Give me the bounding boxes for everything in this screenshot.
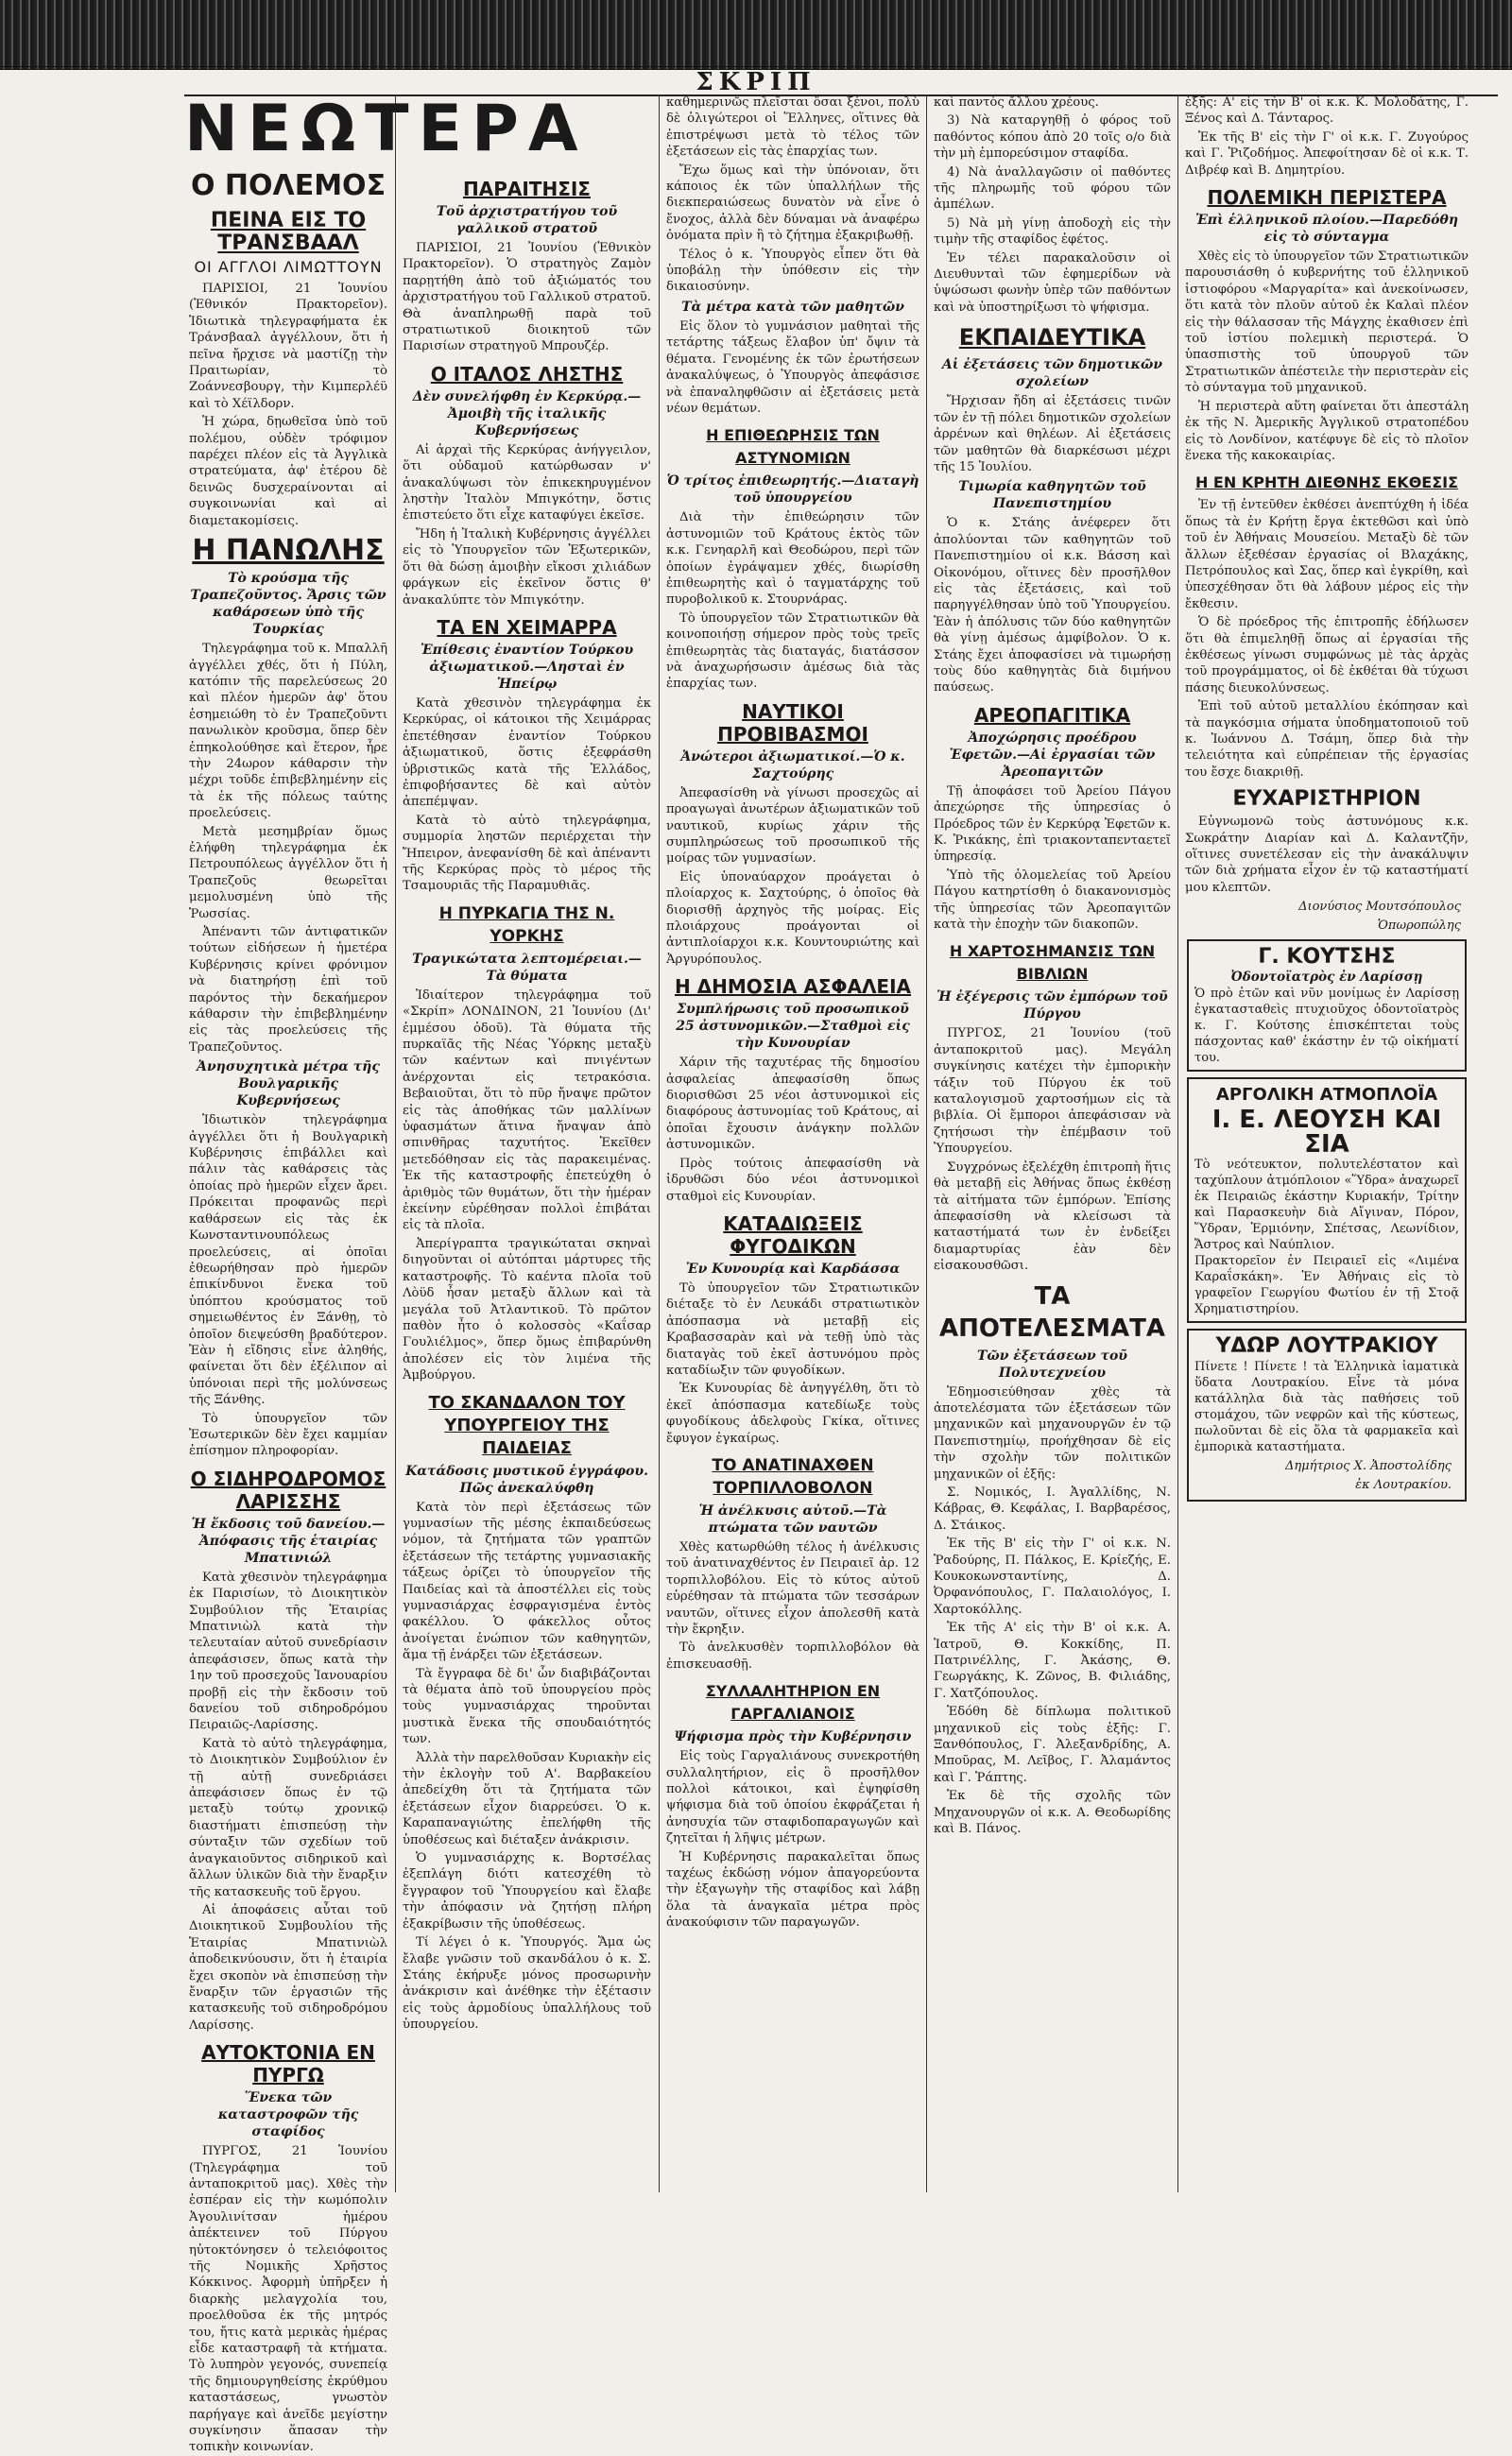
subheading: Κατάδοσις μυστικοῦ ἐγγράφου. Πῶς ἀνεκαλύφθη: [405, 1463, 648, 1496]
headline-resignation: ΠΑΡΑΙΤΗΣΙΣ: [463, 178, 591, 200]
headline-thanks: ΕΥΧΑΡΙΣΤΗΡΙΟΝ: [1232, 787, 1421, 812]
column-2: [403, 170, 651, 2183]
article-paragraph: Εἰς ὑποναύαρχον προάγεται ὁ πλοίαρχος κ. Σαχτούρης, ὁ ὁποῖος θὰ διορισθῇ ἀρχηγὸς τῆς μοίρας. Εἰς πλοιάρχους προάγονται οἱ ἀντιπλοίαρχοι κ.κ. Κουντουριώτης καὶ Ἀργυρόπουλος.: [666, 869, 919, 967]
headline-crete: Η ΕΝ ΚΡΗΤΗ ΔΙΕΘΝΗΣ ΕΚΘΕΣΙΣ: [1194, 473, 1459, 492]
article-paragraph: Ὁ δὲ πρόεδρος τῆς ἐπιτροπῆς ἐδήλωσεν ὅτι θὰ ἐπιμεληθῇ ὅπως αἱ ἐργασίαι τῆς ἐκθέσεως γίνωσι συμφώνως μὲ τὰς ἀρχὰς τοῦ προγράμματος, οἱ δὲ ἐκθέται θὰ τύχωσι πάσης διευκολύνσεως.: [1185, 615, 1469, 696]
headline-war: Ο ΠΟΛΕΜΟΣ: [190, 169, 387, 202]
advertisement-steamship: [1187, 1077, 1467, 1323]
article-paragraph: Ἤρχισαν ἤδη αἱ ἐξετάσεις τινῶν τῶν ἐν τῇ πόλει δημοτικῶν σχολείων ἀρρένων καὶ θηλέων. Αἱ ἐξετάσεις τῶν μαθητῶν θὰ διαρκέσωσι μέχρι τῆς 15 Ἰουλίου.: [934, 394, 1171, 474]
headline-war-sub: ΠΕΙΝΑ ΕΙΣ ΤΟ ΤΡΑΝΣΒΑΑΛ: [210, 209, 367, 255]
signature-role: Ὁπωροπώλης: [1377, 919, 1461, 934]
signature: Διονύσιος Μουτσόπουλος: [1298, 900, 1461, 915]
article-paragraph: καὶ παντὸς ἄλλου χρέους.: [934, 95, 1099, 110]
article-paragraph: ΠΥΡΓΟΣ, 21 Ἰουνίου (Τηλεγράφημα τοῦ ἀνταποκριτοῦ μας). Χθὲς τὴν ἑσπέραν εἰς τὴν κωμόπολιν Ἀγουλινίτσαν ἡμέρου ἀπέκτεινεν τοῦ Πύργου ηὐτοκτόνησεν ὁ τελειόφοιτος τῆς Νομικῆς Χρῆστος Κόκκινος. Ἀφορμὴ ὑπῆρξεν ἡ διαρκὴς μελαγχολία του, προελθοῦσα ἐκ τῆς μητρός του, ἤτις κατὰ μερικὰς ἡμέρας εἶδε καταστραφῆ τὰ κτήματα. Τὸ λυπηρὸν γεγονός, συνεπείᾳ τῆς δημιουργηθείσης ἐκρύθμου καταστάσεως, γνωστὸν παρήγαγε καὶ ἀνεῖδε μεγίστην συγκίνησιν ἅπασαν τὴν τοπικὴν κοινωνίαν.: [189, 2144, 387, 2455]
article-paragraph: Διὰ τὴν ἐπιθεώρησιν τῶν ἀστυνομιῶν τοῦ Κράτους ἐκτὸς τῶν κ.κ. Γενηαρλῆ καὶ Θεοδώρου, περὶ τῶν ὁποίων ἐγράψαμεν χθές, διωρίσθη ἐπιθεωρητὴς καὶ ὁ ταγματάρχης τοῦ πυροβολικοῦ κ. Στουρνάρας.: [666, 510, 919, 608]
headline-areopagus: ΑΡΕΟΠΑΓΙΤΙΚΑ: [973, 703, 1131, 727]
article-paragraph: Εὐγνωμονῶ τοὺς ἀστυνόμους κ.κ. Σωκράτην Διαρίαν καὶ Δ. Καλαντζῆν, οἵτινες συνετέλεσαν εἰς τὴν ἀνακάλυψιν τῶν διὰ χρήματα εἶχον ἐν τῷ καταστήματί μου κλεπτῶν.: [1185, 815, 1469, 895]
headline-railway: Ο ΣΙΔΗΡΟΔΡΟΜΟΣ ΛΑΡΙΣΣΗΣ: [190, 1467, 387, 1513]
article-paragraph: Μετὰ μεσημβρίαν ὅμως ἐλήφθη τηλεγράφημα ἐκ Πετρουπόλεως ἀγγέλλον ὅτι ἡ Τραπεζοῦς θεωρεῖται μεμολυσμένη ὑπὸ τῆς Ῥωσσίας.: [189, 824, 387, 921]
headline-fugitives: ΚΑΤΑΔΙΩΞΕΙΣ ΦΥΓΟΔΙΚΩΝ: [723, 1211, 863, 1258]
article-paragraph: Ὑπὸ τῆς ὁλομελείας τοῦ Ἀρείου Πάγου κατηρτίσθη ὁ διακανονισμὸς τῆς ὑπηρεσίας τῶν Ἀρεοπαγιτῶν κατὰ τὴν ἐποχὴν τῶν διακοπῶν.: [934, 867, 1171, 933]
ad-title-2: Ι. Ε. ΛΕΟΥΣΗ ΚΑΙ ΣΙΑ: [1211, 1106, 1442, 1159]
advertisement-dentist: [1187, 939, 1467, 1072]
column-3: [666, 94, 919, 2183]
article-paragraph: Ἔχω ὅμως καὶ τὴν ὑπόνοιαν, ὅτι κάποιος ἐκ τῶν ὑπαλλήλων τῆς διεκπεραιώσεως δυνατὸν νὰ εἶνε ὁ ἔνοχος, ἀλλὰ δὲν δύναμαι νὰ ἀναφέρω ὀνόματα πρὶν ἢ τὸ ζήτημα ἐξακριβωθῇ.: [666, 163, 919, 244]
headline-suicide: ΑΥΤΟΚΤΟΝΙΑ ΕΝ ΠΥΡΓΩ: [201, 2041, 375, 2087]
article-paragraph: Ἐν τῇ ἐντεῦθεν ἐκθέσει ἀνεπτύχθη ἡ ἰδέα ὅπως τὰ ἐν Κρήτῃ ἔργα ἐκτεθῶσι καὶ ὑπὸ τοῦ ἐν Ἀθήναις Μουσείου. Μεταξὺ δὲ τῶν ἄλλων ἐξεθέσαν ἐργασίας οἱ Βλαχάκης, Πετρόπουλος καὶ Σας, ὅπερ καὶ ἐγκρίθη, καὶ ὑπεσχέθησαν ὅτι θὰ λάβουν μέρος εἰς τὴν ἔκθεσιν.: [1185, 498, 1469, 611]
headline-police: Η ΕΠΙΘΕΩΡΗΣΙΣ ΤΩΝ ΑΣΤΥΝΟΜΙΩΝ: [706, 426, 880, 468]
article-paragraph: Χθὲς κατωρθώθη τέλος ἡ ἀνέλκυσις τοῦ ἀνατιναχθέντος ἐν Πειραιεῖ ἀρ. 12 τορπιλλοβόλου. Εἰς τὸ κύτος αὐτοῦ εὑρέθησαν τὰ πτώματα τῶν τεσσάρων ναυτῶν, οἵτινες εἶχον ἀπολεσθῆ κατὰ τὴν ἔκρηξιν.: [666, 1539, 919, 1637]
headline-plague: Η ΠΑΝΩΛΗΣ: [192, 534, 385, 568]
article-paragraph: Χάριν τῆς ταχυτέρας τῆς δημοσίου ἀσφαλείας ἀπεφασίσθη ὅπως διορισθῶσι 25 νέοι ἀστυνομικοὶ εἰς διαφόρους ἀστυνομίας τοῦ Κράτους, αἱ ὁποῖαι ἔχουσιν ἀνάγκην πολλῶν ἀστυνομικῶν.: [666, 1056, 919, 1153]
article-paragraph: Αἱ ἀρχαὶ τῆς Κερκύρας ἀνήγγειλον, ὅτι οὐδαμοῦ κατώρθωσαν ν' ἀνακαλύψωσι τὸν ἐπικεκηρυγμένον ληστὴν Ἰταλὸν Μπιγκότην, ὅστις ἐπιστεύετο ὅτι εἶχε καταφύγει ἐκεῖσε.: [403, 442, 651, 524]
article-paragraph: Ἀλλὰ τὴν παρελθοῦσαν Κυριακὴν εἰς τὴν ἐκλογὴν τοῦ Α'. Βαρβακείου ἀπεδείχθη ὅτι τὰ ζητήματα τῶν ἐξετάσεων εἶχον διαρρεύσει. Ὁ κ. Καραπαναγιώτης ἐπελήφθη τῆς ὑποθέσεως καὶ διέταξεν ἀνάκρισιν.: [403, 1750, 651, 1847]
subheading: Ἕνεκα τῶν καταστροφῶν τῆς σταφίδος: [217, 2090, 359, 2140]
column-divider: [926, 94, 927, 2192]
article-paragraph: Εἰς ὅλον τὸ γυμνάσιον μαθηταὶ τῆς τετάρτης τάξεως ἔλαβον ὑπ' ὄψιν τὰ θέματα. Γενομένης ἐκ τῶν ἐρωτήσεων ἀνακαλύψεως, ὁ Ὑπουργὸς ἀπεφάσισε νὰ ἐπαναληφθῶσιν αἱ ἐξετάσεις μετὰ νέων θεμάτων.: [666, 318, 919, 416]
article-paragraph: Ἡ περιστερὰ αὕτη φαίνεται ὅτι ἀπεστάλη ἐκ τῆς Ν. Ἀμερικῆς Ἀγγλικοῦ στρατοπέδου εἰς τὸ Λονδίνον, κατέφυγε δὲ εἰς τὸ πλοῖον ἕνεκα τῆς κακοκαιρίας.: [1185, 399, 1469, 463]
article-paragraph: Τὸ ὑπουργεῖον τῶν Στρατιωτικῶν διέταξε τὸ ἐν Λευκάδι στρατιωτικὸν ἀπόσπασμα νὰ μεταβῇ εἰς Κραβασσαρὰν καὶ νὰ τεθῇ ὑπὸ τὰς διαταγὰς τοῦ ἐκεῖ ἀστυνόμου πρὸς καταδίωξιν τῶν φυγοδίκων.: [666, 1280, 919, 1378]
article-paragraph: Ἀπέναντι τῶν ἀντιφατικῶν τούτων εἰδήσεων ἡ ἡμετέρα Κυβέρνησις κρίνει φρόνιμον νὰ διατηρήσῃ ἐπὶ τοῦ παρόντος τὴν δεκαήμερον κάθαρσιν τὴν ἐπιβεβλημένην εἰς τὰς προελεύσεις τῆς Τραπεζοῦντος.: [189, 925, 387, 1055]
article-paragraph: Ἐδημοσιεύθησαν χθὲς τὰ ἀποτελέσματα τῶν ἐξετάσεων τῶν μηχανικῶν καὶ μηχανουργῶν ἐν τῷ Πανεπιστημίῳ, προήχθησαν δὲ εἰς τὴν σχολὴν τῶν πολιτικῶν μηχανικῶν οἱ ἑξῆς:: [934, 1384, 1171, 1482]
article-paragraph: ΠΑΡΙΣΙΟΙ, 21 Ἰουνίου (Ἐθνικὸν Πρακτορεῖον). Ὁ στρατηγὸς Ζαμὸν παρῃτήθη ἀπὸ τοῦ ἀξιώματός του ἀρχιστρατήγου τοῦ Γαλλικοῦ στρατοῦ. Θὰ ἀναπληρωθῇ παρὰ τοῦ στρατιωτικοῦ διοικητοῦ τῶν Παρισίων στρατηγοῦ Μπρουζέρ.: [403, 241, 651, 354]
article-paragraph: Ἐκ δὲ τῆς σχολῆς τῶν Μηχανουργῶν οἱ κ.κ. Α. Θεοδωρίδης καὶ Β. Πάνος.: [934, 1789, 1171, 1837]
subheading: Ἡ ἐξέγερσις τῶν ἐμπόρων τοῦ Πύργου: [936, 989, 1168, 1022]
subheading: Ψήφισμα πρὸς τὴν Κυβέρνησιν: [674, 1729, 912, 1745]
article-paragraph: Ἰδιωτικὸν τηλεγράφημα ἀγγέλλει ὅτι ἡ Βουλγαρικὴ Κυβέρνησις ἐπιβάλλει καὶ πάλιν τὰς καθάρσεις τὰς ὁποίας πρὸ ἡμερῶν εἶχεν ἄρει. Πρόκειται προφανῶς περὶ καθάρσεων εἰς τὰς ἐκ Κωνσταντινουπόλεως προελεύσεις, αἱ ὁποῖαι ἐθεωρήθησαν πρὸ ἡμερῶν ἐπικίνδυνοι ἕνεκα τοῦ ὑπόπτου κρούσματος τοῦ σημειωθέντος ἐν Ξάνθῃ, τὸ ὁποῖον διεψεύσθη βραδύτερον. Ἐὰν ἡ εἴδησις εἶνε ἀληθής, φαίνεται ὅτι δὲν ἐξέλιπον αἱ ὑπόνοιαι περὶ τῆς μολύνσεως τῆς Ξάνθης.: [189, 1113, 387, 1408]
section-title: ΝΕΩΤΕΡΑ: [184, 92, 588, 166]
subheading: Ἐπίθεσις ἐναντίον Τούρκου ἀξιωματικοῦ.—Λησταὶ ἐν Ἠπείρῳ: [420, 642, 634, 692]
subheading: Ἀνησυχητικὰ μέτρα τῆς Βουλγαρικῆς Κυβερνήσεως: [197, 1059, 380, 1109]
column-4: [934, 94, 1171, 2183]
article-paragraph: Κατὰ τὸ αὐτὸ τηλεγράφημα, τὸ Διοικητικὸν Συμβούλιον ἐν τῇ αὐτῇ συνεδριάσει ἀπεφάσισεν ὅπως ἐν τῷ μεταξὺ τούτῳ χρονικῷ διαστήματι ἐπισπεύσῃ τὴν σύνταξιν τῶν σχεδίων τοῦ ἀναγκαιοῦντος σιδηρικοῦ καὶ ἄλλων ὑλικῶν διὰ τὴν ἔναρξιν τῆς κατασκευῆς τοῦ ἔργου.: [189, 1736, 387, 1899]
article-paragraph: Ἡ Κυβέρνησις παρακαλεῖται ὅπως ταχέως ἐκδώσῃ νόμον ἀπαγορεύοντα τὴν ἐξαγωγὴν τῆς σταφίδος καὶ λάβῃ ὅλα τὰ ἀναγκαῖα μέτρα πρὸς ἀνακούφισιν τῶν παραγωγῶν.: [666, 1849, 919, 1931]
subheading: Ἡ ἀνέλκυσις αὐτοῦ.—Τὰ πτώματα τῶν ναυτῶν: [698, 1503, 887, 1536]
article-paragraph: Ἰδιαίτερον τηλεγράφημα τοῦ «Σκρίπ» ΛΟΝΔΙΝΟΝ, 21 Ἰουνίου (Δι' ἐμμέσου ὁδοῦ). Τὰ θύματα τῆς πυρκαϊᾶς τῆς Νέας Ὑόρκης μεταξὺ τῶν καέντων καὶ πνιγέντων ἀνέρχονται εἰς τετρακόσια. Βεβαιοῦται, ὅτι τὸ πῦρ ἤναψε πρῶτον εἰς τὰς ἀποθήκας τῶν μαλλίνων ὑφασμάτων ἅτινα ἤναψαν ἀπὸ σπινθῆρας ταχυτήτος. Ἐκεῖθεν μετεδόθησαν εἰς τὰς παρακειμένας. Ἐκ τῆς καταστροφῆς ἐπετεύχθη ὁ ἀριθμὸς τῶν θυμάτων, ὅτι τὴν ἡμέραν ἐκείνην εὑρέθησαν πολλοὶ ἐπιβάται εἰς τὰ πλοῖα.: [403, 988, 651, 1233]
article-paragraph: 3) Νὰ καταργηθῇ ὁ φόρος τοῦ παθόντος κόπου ἀπὸ 20 τοῖς ο/ο διὰ τὴν μὴ ἐμπορεύσιμον σταφίδα.: [934, 113, 1171, 162]
torn-top-edge: [0, 0, 1512, 70]
article-paragraph: Κατὰ χθεσινὸν τηλεγράφημα ἐκ Κερκύρας, οἱ κάτοικοι τῆς Χειμάρρας ἐπετέθησαν ἐναντίον Τούρκου ἀξιωματικοῦ, ὅστις ἐξεφράσθη ὑβριστικῶς κατὰ τῆς Ἑλλάδος, ἐπιφοβήσαντες δὲ καὶ αὐτὸν ἀπεπέμψαν.: [403, 696, 651, 810]
article-paragraph: Χθὲς εἰς τὸ ὑπουργεῖον τῶν Στρατιωτικῶν παρουσιάσθη ὁ κυβερνήτης τοῦ ἑλληνικοῦ ἱστιοφόρου «Μαργαρίτα» καὶ ἀνεκοίνωσεν, ὅτι κατὰ τὸν πλοῦν αὐτοῦ ἐκ Καλαὶ πλέον εἰς τὴν θάλασσαν τῆς Μάγχης ἐκαθισεν ἐπὶ τοῦ ἱστίου πολεμικὴ περιστερά. Ὁ ὑπασπιστὴς τοῦ ὑπουργοῦ τῶν Στρατιωτικῶν ἀπέστειλε τὴν περιστερὰν εἰς τὸ σύνταγμα τοῦ μηχανικοῦ.: [1185, 249, 1469, 396]
headline-currants: ΣΥΛΛΑΛΗΤΗΡΙΟΝ ΕΝ ΓΑΡΓΑΛΙΑΝΟΙΣ: [705, 1682, 881, 1724]
ad-title: ΑΡΓΟΛΙΚΗ ΑΤΜΟΠΛΟΪΑ: [1215, 1085, 1438, 1106]
article-paragraph: Ὁ γυμνασιάρχης κ. Βορτσέλας ἐξεπλάγη διότι κατεσχέθη τὸ ἔγγραφον τοῦ Ὑπουργείου καὶ ἔλαβε τὴν ἀπόφασιν νὰ ζητήσῃ πλήρη ἐξακρίβωσιν τῆς ὑποθέσεως.: [403, 1851, 651, 1932]
article-paragraph: Ἐκ τῆς Β' εἰς τὴν Γ' οἱ κ.κ. Ν. Ῥαδούρης, Π. Πάλκος, Ε. Κρίεζής, Ε. Κουκοκωνσταντίνης, Δ. Ὀρφανόπουλος, Γ. Παλαιολόγος, Ι. Χαρτοκόλλης.: [934, 1537, 1171, 1617]
subheading: Τῶν ἐξετάσεων τοῦ Πολυτεχνείου: [976, 1348, 1128, 1381]
subheading: Τὸ κρούσμα τῆς Τραπεζοῦντος. Ἄρσις τῶν καθάρσεων ὑπὸ τῆς Τουρκίας: [190, 571, 387, 638]
headline-results: ΤΑ ΑΠΟΤΕΛΕΣΜΑΤΑ: [939, 1281, 1165, 1343]
article-paragraph: Ἤδη ἡ Ἰταλικὴ Κυβέρνησις ἀγγέλλει εἰς τὸ Ὑπουργεῖον τῶν Ἐξωτερικῶν, ὅτι θὰ δώσῃ ἀμοιβὴν εἴκοσι χιλιάδων φράγκων εἰς ἐκεῖνον ὅστις θ' ἀνακαλύπτε τὸν Μπιγκότην.: [403, 526, 651, 608]
article-paragraph: Ἀπεφασίσθη νὰ γίνωσι προσεχῶς αἱ προαγωγαὶ ἀνωτέρων ἀξιωματικῶν τοῦ ναυτικοῦ, κυρίως χάριν τῆς συμπληρώσεως τοῦ προσωπικοῦ τῆς μοίρας τῶν γυμνασίων.: [666, 785, 919, 867]
ad-signature: Δημήτριος Χ. Ἀποστολίδης: [1285, 1459, 1452, 1474]
subheading: Ἐν Κυνουρίᾳ καὶ Καρδάσσα: [685, 1261, 901, 1277]
ad-text: Πίνετε ! Πίνετε ! τὰ Ἑλληνικὰ ἰαματικὰ ὕδατα Λουτρακίου. Εἶνε τὰ μόνα κατάλληλα διὰ τὰς παθήσεις τοῦ στομάχου, τῶν νεφρῶν καὶ τῆς κύστεως, πωλοῦνται δὲ εἰς ὅλα τὰ φαρμακεῖα καὶ ἐμπορικὰ καταστήματα.: [1194, 1360, 1459, 1455]
article-paragraph: Τὸ ὑπουργεῖον τῶν Ἐσωτερικῶν δὲν ἔχει καμμίαν ἐπίσημον πληροφορίαν.: [189, 1411, 387, 1459]
masthead: ΣΚΡΙΠ: [696, 68, 816, 96]
subheading: Ἡ ἔκδοσις τοῦ δανείου.—Ἀπόφασις τῆς ἑταιρίας Μπατινιώλ: [191, 1516, 386, 1566]
headline-bandit: Ο ΙΤΑΛΟΣ ΛΗΣΤΗΣ: [430, 362, 624, 386]
subheading: Δὲν συνελήφθη ἐν Κερκύρᾳ.—Ἀμοιβὴ τῆς ἰταλικῆς Κυβερνήσεως: [412, 388, 642, 438]
headline-books: Η ΧΑΡΤΟΣΗΜΑΝΣΙΣ ΤΩΝ ΒΙΒΛΙΩΝ: [949, 942, 1156, 984]
article-paragraph: Τέλος ὁ κ. Ὑπουργὸς εἶπεν ὅτι θὰ ὑποβάλῃ τὴν ὑπόθεσιν εἰς τὴν δικαιοσύνην.: [666, 247, 919, 295]
headline-pigeon: ΠΟΛΕΜΙΚΗ ΠΕΡΙΣΤΕΡΑ: [1207, 186, 1447, 210]
article-paragraph: Ἐκ τῆς Β' εἰς τὴν Γ' οἱ κ.κ. Γ. Ζυγούρος καὶ Γ. Ῥιζοδήμος. Ἀπεφοίτησαν δὲ οἱ κ.κ. Τ. Διβρέφ καὶ Β. Δημητρίου.: [1185, 129, 1469, 178]
article-paragraph: Τί λέγει ὁ κ. Ὑπουργός. Ἅμα ὡς ἔλαβε γνῶσιν τοῦ σκανδάλου ὁ κ. Σ. Στάης ἐκήρυξε μόνος προσωρινὴν ἀνάκρισιν καὶ ἀνέθηκε τὴν ἐξέτασιν εἰς τοὺς ἁρμοδίους ὑπαλλήλους τοῦ ὑπουργείου.: [403, 1935, 651, 2033]
advertisement-water: [1187, 1329, 1467, 1502]
subheading: Τραγικώτατα λεπτομέρειαι.—Τὰ θύματα: [412, 951, 642, 984]
article-paragraph: Πρὸς τούτοις ἀπεφασίσθη νὰ ἱδρυθῶσι δύο νέοι ἀστυνομικοὶ σταθμοὶ εἰς Κυνουρίαν.: [666, 1156, 919, 1204]
ad-signature-place: ἐκ Λουτρακίου.: [1355, 1478, 1452, 1493]
headline-safety: Η ΔΗΜΟΣΙΑ ΑΣΦΑΛΕΙΑ: [674, 975, 912, 999]
headline-scandal: ΤΟ ΣΚΑΝΔΑΛΟΝ ΤΟΥ ΥΠΟΥΡΓΕΙΟΥ ΤΗΣ ΠΑΙΔΕΙΑΣ: [428, 1392, 626, 1458]
article-paragraph: ἑξῆς: Α' εἰς τὴν Β' οἱ κ.κ. Κ. Μολοδάτης, Γ. Ξένος καὶ Δ. Τάνταρος.: [1185, 95, 1469, 127]
article-paragraph: Ἐδόθη δὲ δίπλωμα πολιτικοῦ μηχανικοῦ εἰς τοὺς ἑξῆς: Γ. Ξανθόπουλος, Γ. Ἀλεξανδρίδης, Α. Μποῦρας, Μ. Λεῖβος, Γ. Ἀλαμάντος καὶ Γ. Ῥάπτης.: [934, 1705, 1171, 1785]
column-divider: [659, 94, 660, 2192]
article-paragraph: Ἐπὶ τοῦ αὐτοῦ μεταλλίου ἐκόπησαν καὶ τὰ παγκόσμια σήματα ὑποδηματοποιοῦ τοῦ κ. Ἰωάννου Δ. Τσάμη, ὅπερ διὰ τὴν τελειότητα καὶ εὐπρέπειαν τῆς ἐργασίας του ἔσχε διακριθῇ.: [1185, 699, 1469, 780]
article-paragraph: Τὸ ἀνελκυσθὲν τορπιλλοβόλον θὰ ἐπισκευασθῇ.: [666, 1640, 919, 1672]
subheading: Ἐπὶ ἑλληνικοῦ πλοίου.—Παρεδόθη εἰς τὸ σύνταγμα: [1194, 213, 1459, 246]
article-paragraph: Σ. Νομικός, Ι. Ἀγαλλίδης, Ν. Κάβρας, Θ. Κεφάλας, Ι. Βαρβαρέσος, Δ. Στάικος.: [934, 1485, 1171, 1533]
subheading: Τὰ μέτρα κατὰ τῶν μαθητῶν: [681, 299, 904, 315]
ad-text: Ὁ πρὸ ἐτῶν καὶ νῦν μονίμως ἐν Λαρίσσῃ ἐγκατασταθεὶς πτυχιοῦχος ὀδοντοϊατρὸς κ. Γ. Κούτσης ἐπισκέπτεται τοὺς πάσχοντας καθ' ἑκάστην ἐν τῷ οἰκήματί του.: [1194, 987, 1459, 1066]
article-paragraph: Τὰ ἔγγραφα δὲ δι' ὧν διαβιβάζονται τὰ θέματα ἀπὸ τοῦ ὑπουργείου πρὸς τοὺς γυμνασιάρχας τηροῦνται μυστικὰ ἕνεκα τῆς σπουδαιότητός των.: [403, 1666, 651, 1747]
headline-himara: ΤΑ ΕΝ ΧΕΙΜΑΡΡΑ: [437, 615, 617, 639]
article-paragraph: Κατὰ τὸ αὐτὸ τηλεγράφημα, συμμορία ληστῶν περιέρχεται τὴν Ἤπειρον, ἀνεφανίσθη δὲ καὶ ἀπέναντι τῆς Κερκύρας πρὸς τὸ μέρος τῆς Τσαμουριᾶς τῆς Παραμυθιᾶς.: [403, 813, 651, 894]
article-paragraph: Ἐν τέλει παρακαλοῦσιν οἱ Διευθυνταὶ τῶν ἐφημερίδων νὰ ὑψώσωσι φωνὴν ὑπὲρ τῶν παθόντων καὶ νὰ ὑποστηρίξωσι τὸ ψήφισμα.: [934, 250, 1171, 315]
article-paragraph: Τὸ ὑπουργεῖον τῶν Στρατιωτικῶν θὰ κοινοποιήσῃ σήμερον πρὸς τοὺς τρεῖς ἐπιθεωρητὰς τὰς διαταγάς, διατάσσον νὰ ἀναχωρήσωσιν ἀμέσως διὰ τὰς ἐπαρχίας των.: [666, 610, 919, 692]
column-divider: [395, 94, 396, 2192]
article-paragraph: Ἐκ τῆς Α' εἰς τὴν Β' οἱ κ.κ. Α. Ἰατροῦ, Θ. Κοκκίδης, Π. Πατρινέλλης, Γ. Ἀκάσης, Θ. Γεωργάκης, Κ. Ζῶνος, Β. Φιλιάδης, Γ. Χατζόπουλος.: [934, 1621, 1171, 1701]
article-paragraph: Ἐκ Κυνουρίας δὲ ἀνηγγέλθη, ὅτι τὸ ἐκεῖ ἀπόσπασμα κατεδίωξε τοὺς φυγοδίκους ἀδελφοὺς Γκίκα, οἵτινες ἔφυγον ἐγκαίρως.: [666, 1382, 919, 1446]
article-paragraph: 5) Νὰ μὴ γίνῃ ἀποδοχὴ εἰς τὴν τιμὴν τῆς σταφίδος ἐφέτος.: [934, 215, 1171, 248]
subheading: Συμπλήρωσις τοῦ προσωπικοῦ 25 ἀστυνομικῶν.—Σταθμοὶ εἰς τὴν Κυνουρίαν: [676, 1002, 910, 1052]
article-paragraph: Τῇ ἀποφάσει τοῦ Ἀρείου Πάγου ἀπεχώρησε τῆς ὑπηρεσίας ὁ Πρόεδρος τῶν ἐν Κερκύρᾳ Ἐφετῶν κ. Κ. Ῥικάκης, ἐπὶ τριακονταπενταετεῖ ὑπηρεσίᾳ.: [934, 783, 1171, 865]
ad-text: Τὸ νεότευκτον, πολυτελέστατον καὶ ταχύπλουν ἀτμόπλοιον «Ὕδρα» ἀναχωρεῖ ἐκ Πειραιῶς ἑκάστην Κυριακήν, Τρίτην καὶ Παρασκευὴν διὰ Αἴγιναν, Πόρον, Ὕδραν, Ἑρμιόνην, Σπέτσας, Λεωνίδιον, Ἄστρος καὶ Ναύπλιον.: [1194, 1158, 1459, 1253]
subheading: Ἀποχώρησις προέδρου Ἐφετῶν.—Αἱ ἐργασίαι τῶν Ἀρεοπαγιτῶν: [949, 730, 1156, 780]
article-paragraph: 4) Νὰ ἀναλλαγῶσιν οἱ παθόντες τῆς πληρωμῆς τοῦ φόρου τῶν ἀμπέλων.: [934, 164, 1171, 213]
subheading: Τοῦ ἀρχιστρατήγου τοῦ γαλλικοῦ στρατοῦ: [436, 204, 618, 236]
article-paragraph: Κατὰ χθεσινὸν τηλεγράφημα ἐκ Παρισίων, τὸ Διοικητικὸν Συμβούλιον τῆς Ἑταιρίας Μπατινιὼλ κατὰ τὴν τελευταίαν αὐτοῦ συνεδρίασιν ἀπεφάσισεν, ὅπως κατὰ τὴν 1ην τοῦ προσεχοῦς Ἰανουαρίου προβῇ εἰς τὴν ἔκδοσιν τοῦ δανείου τοῦ σιδηροδρόμου Πειραιῶς-Λαρίσσης.: [189, 1570, 387, 1733]
article-paragraph: Τηλεγράφημα τοῦ κ. Μπαλλῆ ἀγγέλλει χθές, ὅτι ἡ Πύλη, κατόπιν τῆς παρελεύσεως 20 καὶ πλέον ἡμερῶν ἀφ' ὅτου ἐσημειώθη τὸ ἐν Τραπεζοῦντι πανωλικὸν κροῦσμα, ὅπερ δὲν ἐπηκολούθησε καὶ ἕτερον, ἦρε τὴν 24ωρον κάθαρσιν τὴν μέχρι τοῦδε ἐπιβεβλημένην εἰς τὰ ἐκ τῆς πόλεως ταύτης προελεύσεις.: [189, 642, 387, 821]
ad-subtitle: Ὀδοντοϊατρὸς ἐν Λαρίσσῃ: [1230, 970, 1423, 986]
headline-torpedo: ΤΟ ΑΝΑΤΙΝΑΧΘΕΝ ΤΟΡΠΙΛΛΟΒΟΛΟΝ: [712, 1455, 874, 1498]
headline-fire: Η ΠΥΡΚΑΓΙΑ ΤΗΣ Ν. ΥΟΡΚΗΣ: [438, 903, 615, 946]
ad-title: Γ. ΚΟΥΤΣΗΣ: [1258, 945, 1396, 970]
article-paragraph: Ἀπερίγραπτα τραγικώταται σκηναὶ διηγοῦνται οἱ αὐτόπται μάρτυρες τῆς καταστροφῆς. Τὸ καέντα πλοῖα τοῦ Λὸϋδ ἦσαν μεταξὺ ἄλλων καὶ τὰ μεγάλα τοῦ Ἀτλαντικοῦ. Τὸ πρῶτον παθὸν ἦτο ὁ κολοσσὸς «Καΐσαρ Γουλιέλμος», ὅπερ ὅμως ἐπιβαρύνθη ἀπολέσεν εἰς τὸν λιμένα τῆς Ἀμβούργου.: [403, 1236, 651, 1383]
article-paragraph: ΠΑΡΙΣΙΟΙ, 21 Ἰουνίου (Ἐθνικόν Πρακτορεῖον). Ἰδιωτικὰ τηλεγραφήματα ἐκ Τράνσβααλ ἀγγέλλουν, ὅτι ἡ πεῖνα ἤρχισε νὰ μαστίζῃ τὴν Πραιτωρίαν, τὸ Ζοάννεσβουργ, τὴν Κιμπερλέϋ καὶ τὸ Χέϊλδορν.: [189, 282, 387, 411]
headline-education: ΕΚΠΑΙΔΕΥΤΙΚΑ: [958, 324, 1146, 352]
article-paragraph: καθημερινῶς πλεῖσται ὅσαι ξένοι, πολὺ δὲ ὀλιγώτεροι οἱ Ἕλληνες, οἵτινες θὰ ἐπιστρέψωσι μετὰ τὸ τέλος τῶν ἐξετάσεων εἰς τὰς ἐπαρχίας των.: [666, 95, 919, 160]
ad-text: Πρακτορεῖον ἐν Πειραιεῖ εἰς «Λιμένα Καραΐσκάκη». Ἐν Ἀθήναις εἰς τὸ γραφεῖον Γεωργίου Φωτίου ἐν τῇ Στοᾷ Χρηματιστηρίου.: [1194, 1254, 1459, 1317]
column-5: [1185, 94, 1469, 2183]
subheading: Αἱ ἐξετάσεις τῶν δημοτικῶν σχολείων: [941, 357, 1163, 390]
subheading: Ὁ τρίτος ἐπιθεωρητής.—Διαταγὴ τοῦ ὑπουργείου: [666, 473, 919, 507]
article-paragraph: Κατὰ τὸν περὶ ἐξετάσεως τῶν γυμνασίων τῆς μέσης ἐκπαιδεύσεως νόμον, τὰ ζητήματα τῶν γραπτῶν ἐξετάσεων τῆς τετάρτης γυμνασιακῆς τάξεως ὁρίζει τὸ ὑπουργεῖον τῆς Παιδείας καὶ τὰ ἀποστέλλει εἰς τοὺς γυμνασιάρχας ἐσφραγισμένα ἐντὸς φακέλλου. Ὁ φάκελλος οὗτος ἀνοίγεται ἐνώπιον τῶν καθηγητῶν, ἅμα τῇ ἐνάρξει τῶν ἐξετάσεων.: [403, 1500, 651, 1663]
subheading: Ἀνώτεροι ἀξιωματικοί.—Ὁ κ. Σαχτούρης: [680, 748, 905, 781]
article-paragraph: Εἰς τοὺς Γαργαλιάνους συνεκροτήθη συλλαλητήριον, εἰς ὃ προσῆλθον πολλοὶ κάτοικοι, καὶ ἐψηφίσθη ψήφισμα διὰ τοῦ ὁποίου ἐκφράζεται ἡ ἀνησυχία τῶν σταφιδοπαραγωγῶν καὶ ζητεῖται ἡ λῆψις μέτρων.: [666, 1749, 919, 1846]
article-paragraph: Ἡ χώρα, δῃωθεῖσα ὑπὸ τοῦ πολέμου, οὐδὲν τρόφιμον παρέχει πλέον εἰς τὰ Ἀγγλικὰ στρατεύματα, ἀφ' ἑτέρου δὲ δεινῶς δυσχεραίνονται αἱ συγκοινωνίαι καὶ αἱ διαμετακομίσεις.: [189, 415, 387, 528]
column-divider: [1177, 94, 1178, 2192]
subheading: Τιμωρία καθηγητῶν τοῦ Πανεπιστημίου: [958, 479, 1146, 512]
article-paragraph: Ὁ κ. Στάης ἀνέφερεν ὅτι ἀπολύονται τῶν καθηγητῶν τοῦ Πανεπιστημίου οἱ κ.κ. Βάσση καὶ Οἰκονόμου, οἵτινες δὲν προσῆλθον εἰς τὰς ἐξετάσεις, καὶ τοῦ παρηγγέλθησαν ὑπὸ τοῦ Ὑπουργείου. Ἐὰν ἡ ἀπόλυσις τῶν δύο καθηγητῶν θὰ γίνῃ ἀμέσως ἀμφίβολον. Ὁ κ. Στάης ἔχει ἀποφασίσει νὰ τιμωρήσῃ τοὺς δύο καθηγητὰς διὰ διμήνου παύσεως.: [934, 516, 1171, 696]
article-paragraph: Αἱ ἀποφάσεις αὗται τοῦ Διοικητικοῦ Συμβουλίου τῆς Ἑταιρίας Μπατινιὼλ ἀποδεικνύουσιν, ὅτι ἡ ἑταιρία ἔχει σκοπὸν νὰ ἐπισπεύσῃ τὴν ἔναρξιν τῶν ἐργασιῶν τῆς κατασκευῆς τοῦ σιδηροδρόμου Λαρίσσης.: [189, 1902, 387, 2033]
headline-war-sub2: ΟΙ ΑΓΓΛΟΙ ΛΙΜΩΤΤΟΥΝ: [194, 258, 383, 276]
article-paragraph: Συγχρόνως ἐξελέχθη ἐπιτροπὴ ἥτις θὰ μεταβῇ εἰς Ἀθήνας ὅπως ἐκθέσῃ τὰ αἰτήματα τῶν ἐμπόρων. Ἐπίσης ἀπεφασίσθη νὰ κλείσωσι τὰ καταστήματά των ἐν ἐνδείξει διαμαρτυρίας ἐὰν δὲν εἰσακουσθῶσι.: [934, 1159, 1171, 1274]
ad-title: ΥΔΩΡ ΛΟΥΤΡΑΚΙΟΥ: [1215, 1334, 1438, 1359]
headline-navy: ΝΑΥΤΙΚΟΙ ΠΡΟΒΙΒΑΣΜΟΙ: [717, 699, 868, 746]
article-paragraph: ΠΥΡΓΟΣ, 21 Ἰουνίου (τοῦ ἀνταποκριτοῦ μας). Μεγάλη συγκίνησις κατέχει τὴν ἐμπορικὴν τάξιν τοῦ Πύργου ἐκ τοῦ καταλογισμοῦ χαρτοσήμων εἰς τὰ βιβλία. Οἱ ἔμποροι ἀπεφάσισαν νὰ ζητήσωσι τὴν ἐπέμβασιν τοῦ Ὑπουργείου.: [934, 1026, 1171, 1157]
